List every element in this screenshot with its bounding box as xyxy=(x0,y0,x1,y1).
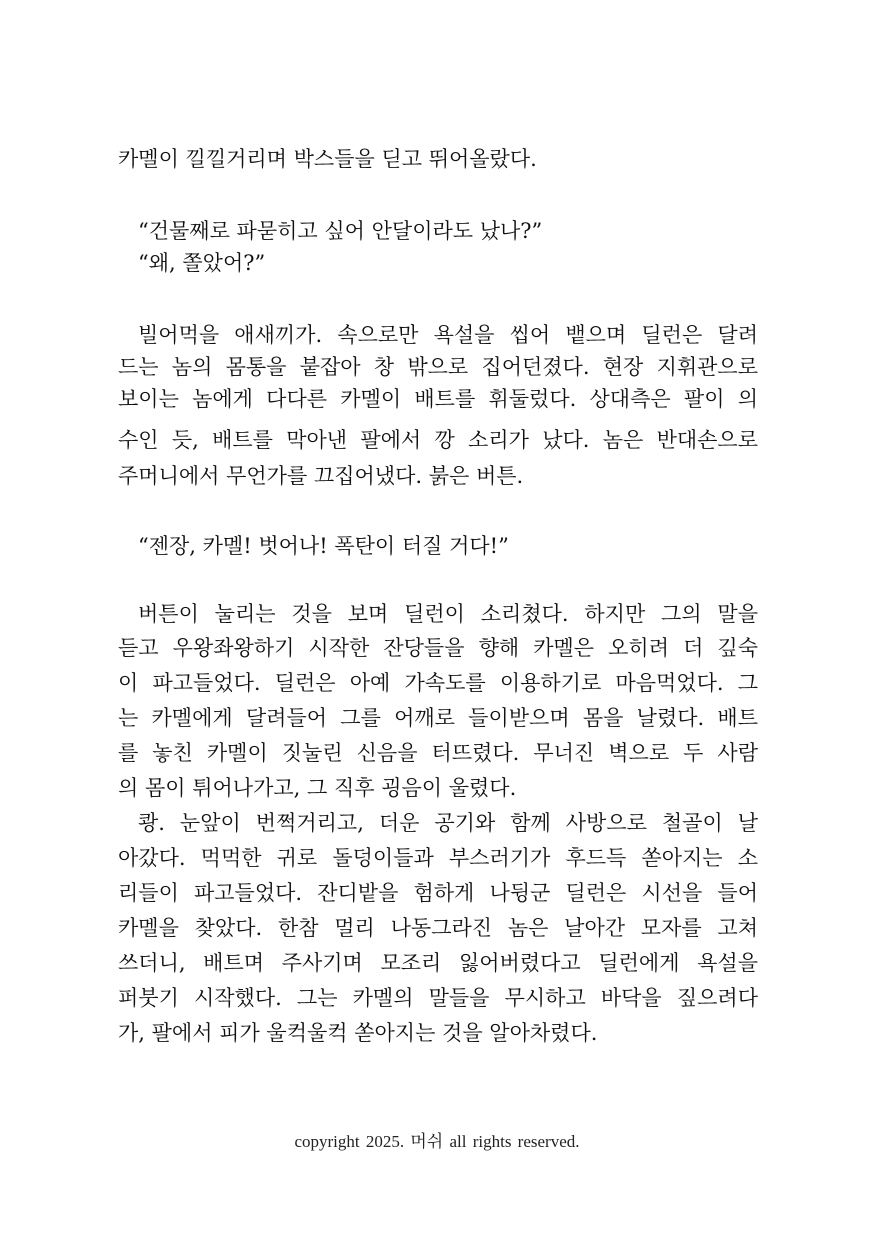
paragraph-line: 쾅. 눈앞이 번쩍거리고, 더운 공기와 함께 사방으로 철골이 날 xyxy=(138,811,758,835)
paragraph-line: 보이는 놈에게 다다른 카멜이 배트를 휘둘렀다. 상대측은 팔이 의 xyxy=(118,387,758,411)
paragraph-line: 버튼이 눌리는 것을 보며 딜런이 소리쳤다. 하지만 그의 말을 xyxy=(138,602,758,626)
paragraph-line: 카멜을 찾았다. 한참 멀리 나동그라진 놈은 날아간 모자를 고쳐 xyxy=(118,916,758,940)
paragraph-line: 를 놓친 카멜이 짓눌린 신음을 터뜨렸다. 무너진 벽으로 두 사람 xyxy=(118,741,758,765)
dialogue-line: “건물째로 파묻히고 싶어 안달이라도 났나?” xyxy=(138,219,543,243)
paragraph-line: 리들이 파고들었다. 잔디밭을 험하게 나뒹군 딜런은 시선을 들어 xyxy=(118,881,758,905)
paragraph-line: 퍼붓기 시작했다. 그는 카멜의 말들을 무시하고 바닥을 짚으려다 xyxy=(118,986,758,1010)
paragraph-line: 이 파고들었다. 딜런은 아예 가속도를 이용하기로 마음먹었다. 그 xyxy=(118,671,758,695)
paragraph-line: 가, 팔에서 피가 울컥울컥 쏟아지는 것을 알아차렸다. xyxy=(118,1021,598,1045)
copyright-footer: copyright 2025. 머쉬 all rights reserved. xyxy=(294,1132,580,1151)
dialogue-line: “젠장, 카멜! 벗어나! 폭탄이 터질 거다!” xyxy=(138,534,509,558)
paragraph-line: 빌어먹을 애새끼가. 속으로만 욕설을 씹어 뱉으며 딜런은 달려 xyxy=(138,323,758,347)
dialogue-line: “왜, 쫄았어?” xyxy=(138,251,266,275)
paragraph-line: 수인 듯, 배트를 막아낸 팔에서 깡 소리가 났다. 놈은 반대손으로 xyxy=(118,428,758,452)
paragraph-line: 드는 놈의 몸통을 붙잡아 창 밖으로 집어던졌다. 현장 지휘관으로 xyxy=(118,355,758,379)
paragraph-line: 듣고 우왕좌왕하기 시작한 잔당들을 향해 카멜은 오히려 더 깊숙 xyxy=(118,636,758,660)
narration-line: 카멜이 낄낄거리며 박스들을 딛고 뛰어올랐다. xyxy=(118,147,537,171)
paragraph-line: 쓰더니, 배트며 주사기며 모조리 잃어버렸다고 딜런에게 욕설을 xyxy=(118,951,758,975)
paragraph-line: 주머니에서 무언가를 끄집어냈다. 붉은 버튼. xyxy=(118,464,524,488)
paragraph-line: 아갔다. 먹먹한 귀로 돌덩이들과 부스러기가 후드득 쏟아지는 소 xyxy=(118,846,758,870)
paragraph-line: 는 카멜에게 달려들어 그를 어깨로 들이받으며 몸을 날렸다. 배트 xyxy=(118,706,758,730)
paragraph-line: 의 몸이 튀어나가고, 그 직후 굉음이 울렸다. xyxy=(118,776,517,800)
